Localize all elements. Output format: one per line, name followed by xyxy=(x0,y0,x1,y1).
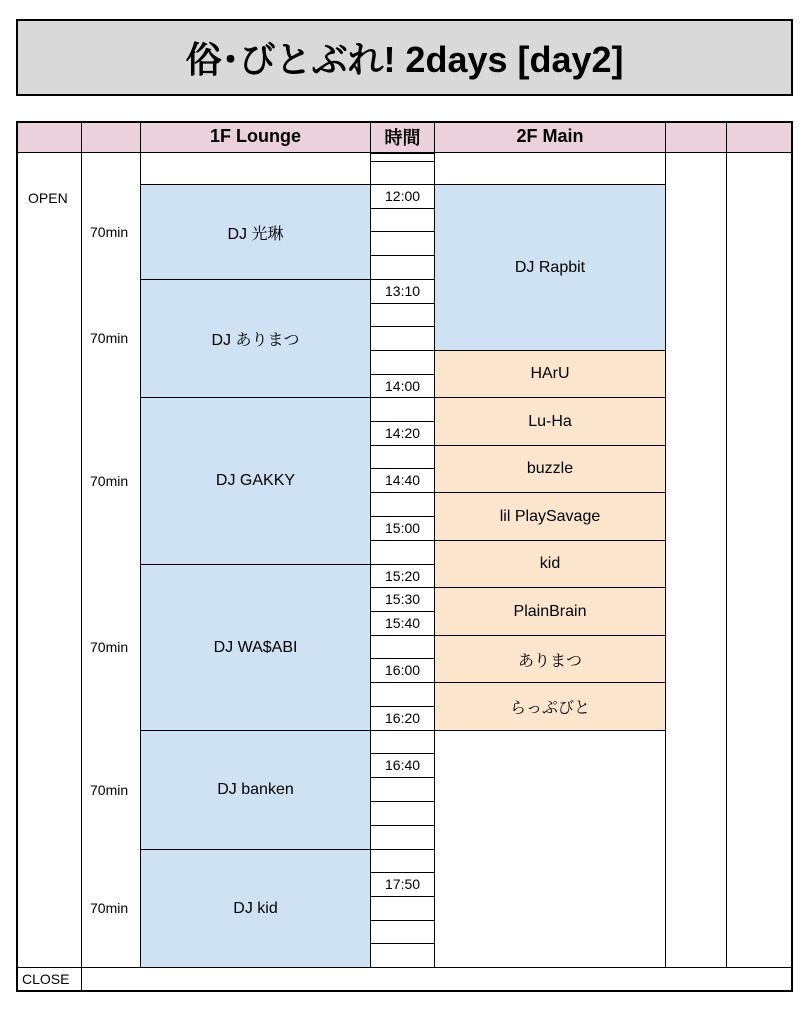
main-artist-name: DJ Rapbit xyxy=(514,258,586,276)
header-lounge: 1F Lounge xyxy=(141,121,371,153)
lounge-dj-name: DJ kid xyxy=(233,899,278,917)
lounge-duration: 70min xyxy=(90,781,129,798)
time-label: 14:40 xyxy=(385,472,421,488)
close-label: CLOSE xyxy=(22,971,70,987)
main-artist-name: らっぷびと xyxy=(509,700,590,717)
time-label: 16:40 xyxy=(385,757,421,773)
time-label: 15:30 xyxy=(385,591,421,607)
time-label: 14:20 xyxy=(385,425,421,441)
schedule-frame xyxy=(16,121,793,992)
time-label: 15:20 xyxy=(385,568,421,584)
main-artist-name: HArU xyxy=(530,365,570,382)
time-label: 16:20 xyxy=(385,710,421,726)
time-label: 16:00 xyxy=(385,662,421,678)
time-label: 17:50 xyxy=(385,876,421,892)
lounge-duration: 70min xyxy=(90,223,129,240)
time-label: 14:00 xyxy=(385,378,421,394)
main-artist-name: Lu-Ha xyxy=(528,412,572,430)
open-label: OPEN xyxy=(28,190,68,206)
time-label: 12:00 xyxy=(385,188,421,204)
header-main: 2F Main xyxy=(435,121,666,153)
main-artist-name: ありまつ xyxy=(517,652,582,670)
time-label: 15:00 xyxy=(385,520,421,536)
lounge-duration: 70min xyxy=(90,472,129,489)
lounge-duration: 70min xyxy=(90,330,129,346)
lounge-dj-name: DJ 光琳 xyxy=(227,225,284,243)
main-artist-name: buzzle xyxy=(526,460,574,477)
page-title: 俗･びとぶれ! 2days [day2] xyxy=(185,39,624,80)
main-artist-name: kid xyxy=(539,555,561,572)
time-label: 15:40 xyxy=(385,615,421,631)
time-label: 13:10 xyxy=(385,283,421,299)
lounge-dj-name: DJ GAKKY xyxy=(215,472,296,489)
lounge-dj-name: DJ banken xyxy=(217,781,294,798)
lounge-dj-name: DJ WA$ABI xyxy=(213,638,298,656)
header-time: 時間 xyxy=(371,121,435,153)
lounge-duration: 70min xyxy=(90,900,129,916)
main-artist-name: PlainBrain xyxy=(513,602,587,620)
lounge-duration: 70min xyxy=(90,639,129,655)
main-artist-name: lil PlaySavage xyxy=(499,507,601,525)
lounge-dj-name: DJ ありまつ xyxy=(211,332,300,349)
